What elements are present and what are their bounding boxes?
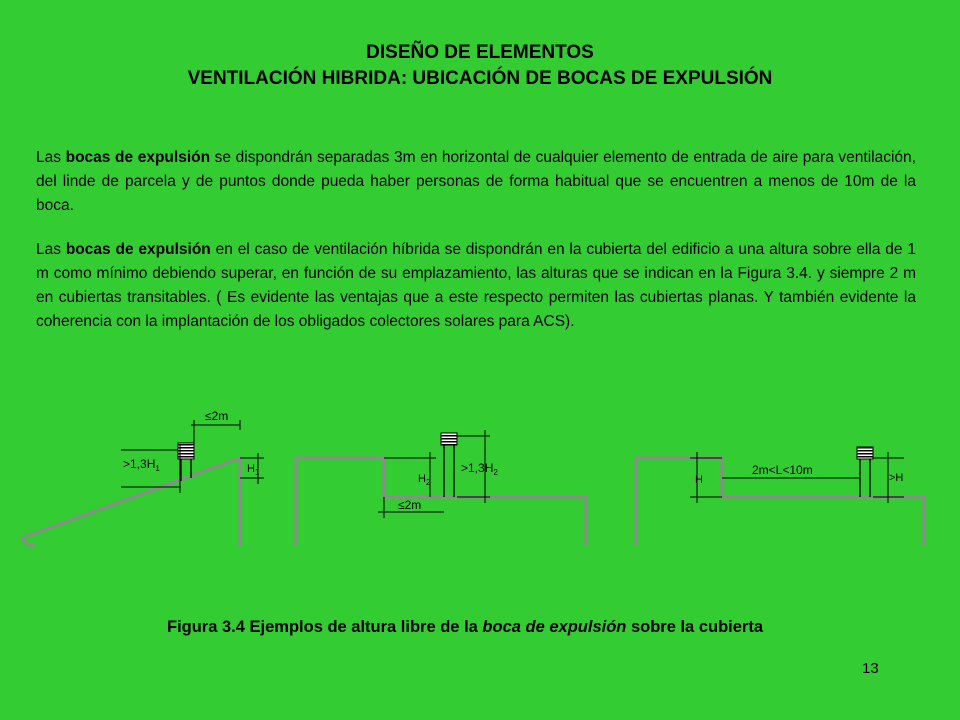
- h-label-2: $H_2$: [418, 473, 431, 487]
- dist-label-2: ≤2m: [398, 498, 422, 512]
- caption-post: sobre la cubierta: [626, 618, 764, 636]
- paragraph-2-pre: Las: [36, 241, 66, 258]
- diagram-flat-roof-distance: [636, 447, 924, 545]
- slide-title: [0, 40, 960, 92]
- h-label-1: $H_1$: [247, 463, 260, 477]
- paragraph-2: [36, 238, 916, 334]
- paragraph-1-post: se dispondrán separadas 3m en horizontal de cualquier elemento de entrada de aire para ventilación, del linde de parcela y de puntos donde pueda haber personas de forma habitual que se encuentren a menos de 10m de la boca.: [36, 149, 916, 214]
- page-number: 13: [862, 660, 879, 677]
- diagram-flat-roof-step: [296, 430, 586, 545]
- chimney-3: [857, 447, 873, 497]
- building-outline-1: [22, 458, 240, 545]
- figure-diagrams: [0, 395, 960, 555]
- paragraph-2-post: en el caso de ventilación híbrida se dispondrán en la cubierta del edificio a una altura sobre ella de 1 m como mínimo debiendo superar, en función de su emplazamiento, las alturas que se indican en la Figura 3.4. y siempre 2 m en cubiertas transitables. ( Es evidente las ventajas que a este respecto permiten las cubiertas planas. Y también evidente la coherencia con la implantación de los obligados colectores solares para ACS).: [36, 241, 916, 330]
- paragraph-1: [36, 146, 916, 218]
- title-line-2: VENTILACIÓN HIBRIDA: UBICACIÓN DE BOCAS DE EXPULSIÓN: [187, 68, 773, 89]
- chimney-2: [441, 433, 457, 497]
- dist-label-1: ≤2m: [205, 409, 229, 423]
- paragraph-1-bold: bocas de expulsión: [65, 149, 211, 166]
- height-label-1: $>1,3H_1$: [123, 457, 160, 473]
- height-label-3: >H: [889, 472, 904, 484]
- height-label-2: $>1,3H_2$: [461, 461, 498, 477]
- figure-caption: [0, 618, 930, 637]
- building-outline-2: [296, 458, 586, 545]
- h-label-3: H: [695, 474, 703, 486]
- paragraph-1-pre: Las: [36, 149, 66, 166]
- diagram-sloped-roof: [22, 409, 264, 545]
- title-line-1: DISEÑO DE ELEMENTOS: [366, 42, 594, 63]
- caption-pre: Figura 3.4 Ejemplos de altura libre de la: [166, 618, 483, 636]
- dist-label-3: 2m<L<10m: [752, 463, 813, 477]
- caption-italic: boca de expulsión: [482, 618, 627, 636]
- paragraph-2-bold: bocas de expulsión: [65, 241, 211, 258]
